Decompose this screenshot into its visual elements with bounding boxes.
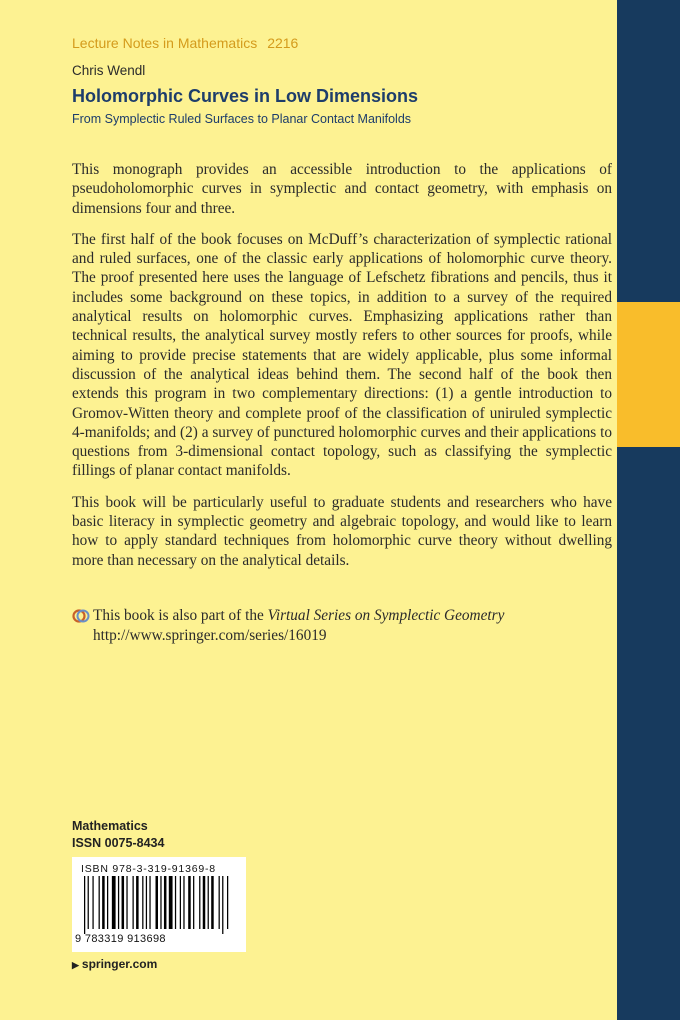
barcode-bar <box>208 876 209 929</box>
series-number: 2216 <box>267 35 299 51</box>
barcode-bar <box>180 876 181 929</box>
barcode-bar <box>112 876 116 929</box>
barcode-bar <box>99 876 100 929</box>
series-note-prefix: This book is also part of the <box>93 607 268 624</box>
ean-digits: 9 783319 913698 <box>75 933 166 945</box>
barcode-bar <box>118 876 119 929</box>
book-subtitle: From Symplectic Ruled Surfaces to Planar Contact Manifolds <box>72 112 412 126</box>
barcode-bar <box>126 876 127 929</box>
virtual-series-note <box>72 606 504 646</box>
barcode-bar <box>199 876 200 929</box>
blurb-paragraph-1: This monograph provides an accessible introduction to the applications of pseudoholomorphic curves in symplectic and contact geometry, with emphasis on dimensions four and three. <box>72 161 612 217</box>
barcode-bar <box>142 876 143 929</box>
barcode-bar <box>183 876 184 929</box>
barcode-bar <box>175 876 176 929</box>
series-heading <box>72 35 298 51</box>
subject-block <box>72 818 164 852</box>
spine-stripe-navy <box>617 0 680 1020</box>
publisher-url-text: springer.com <box>81 957 158 971</box>
barcode-bar <box>164 876 167 929</box>
series-url-link[interactable]: http://www.springer.com/series/16019 <box>93 627 327 644</box>
barcode-bar <box>227 876 228 929</box>
barcode-bar <box>222 876 223 934</box>
barcode-box <box>72 857 246 952</box>
virtual-series-logo-icon <box>72 608 90 624</box>
author-name: Chris Wendl <box>72 63 146 78</box>
barcode-bar <box>102 876 105 929</box>
right-triangle-icon: ▶ <box>72 960 79 970</box>
barcode-bar <box>92 876 93 929</box>
blurb-paragraph-2: The first half of the book focuses on McDuff’s characterization of symplectic rational and ruled surfaces, one of the classic early applications of holomorphic curve theory. The proof presented here uses the language of Lefschetz fibrations and pencils, thus it includes some background on these topics, in addition to a survey of the required analytical results on holomorphic curves. Emphasizing applications rather than technical results, the analytical survey mostly refers to other sources for proofs, while aiming to provide precise statements that are widely applicable, plus some informal discussion of the analytical ideas behind them. The second half of the book then extends this program in two complementary directions: (1) a gentle introduction to Gromov-Witten theory and complete proof of the classification of uniruled symplectic 4-manifolds; and (2) a survey of punctured holomorphic curves and their applications to questions from 3-dimensional contact topology, such as classifying the symplectic fillings of planar contact manifolds. <box>72 230 612 480</box>
book-title: Holomorphic Curves in Low Dimensions <box>72 86 419 106</box>
virtual-series-title: Virtual Series on Symplectic Geometry <box>267 607 505 624</box>
barcode-bar <box>133 876 134 929</box>
barcode-bar <box>193 876 194 929</box>
publisher-url[interactable] <box>72 957 157 971</box>
barcode-bar <box>219 876 220 929</box>
series-name: Lecture Notes in Mathematics <box>72 35 258 51</box>
barcode-bar <box>188 876 191 929</box>
barcode-bar <box>211 876 214 929</box>
barcode-bar <box>122 876 125 929</box>
blurb <box>72 160 612 582</box>
barcode-bar <box>146 876 147 929</box>
barcode-bar <box>203 876 206 929</box>
barcode-bar <box>156 876 159 929</box>
barcode-bar <box>88 876 89 929</box>
barcode-bar <box>136 876 139 929</box>
barcode-icon <box>80 876 238 934</box>
barcode-bar <box>107 876 108 929</box>
blurb-paragraph-3: This book will be particularly useful to graduate students and researchers who have basic literacy in symplectic geometry and algebraic topology, and would like to learn how to apply standard techniques from holomorphic curve theory without dwelling more than necessary on the analytical details. <box>72 493 612 569</box>
series-note-text <box>93 607 504 624</box>
issn-label: ISSN 0075-8434 <box>72 836 165 850</box>
barcode-bar <box>169 876 173 929</box>
spine-stripe-orange <box>617 302 680 447</box>
subject-label: Mathematics <box>72 819 148 833</box>
barcode-bar <box>160 876 161 929</box>
barcode-bar <box>149 876 150 929</box>
isbn-label: ISBN 978-3-319-91369-8 <box>81 863 216 875</box>
barcode-bar <box>84 876 85 934</box>
